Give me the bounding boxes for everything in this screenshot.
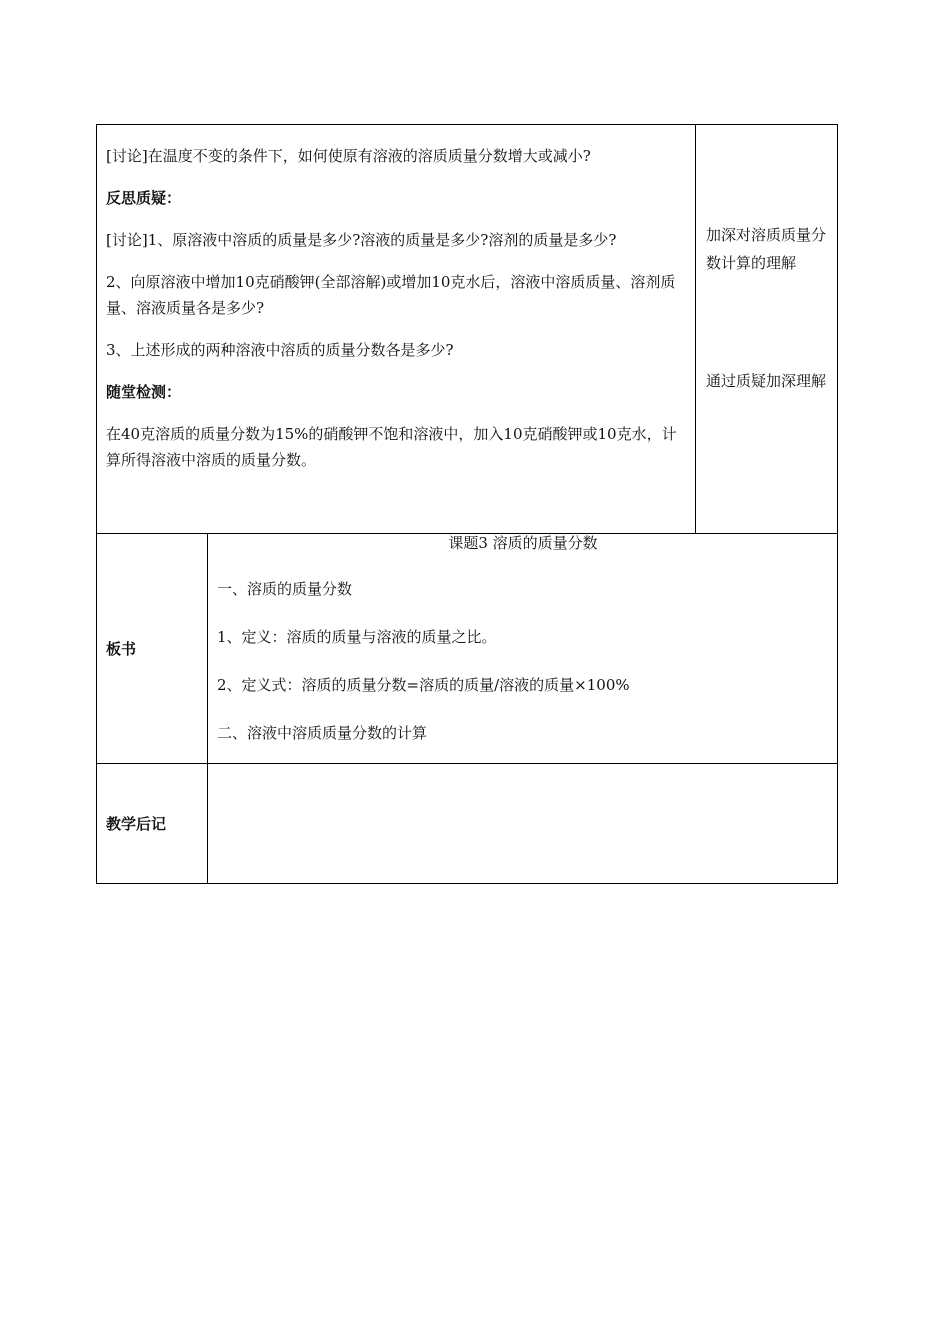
postscript-label-cell xyxy=(97,764,208,884)
postscript-row xyxy=(97,764,838,884)
side-notes-cell xyxy=(696,125,838,534)
discussion-question-1: [讨论]在温度不变的条件下，如何使原有溶液的溶质质量分数增大或减小? xyxy=(106,147,591,165)
side-note-1: 加深对溶质质量分数计算的理解 xyxy=(706,226,827,272)
check-heading: 随堂检测： xyxy=(106,383,182,401)
board-row xyxy=(97,534,838,764)
discussion-question-3: 2、向原溶液中增加10克硝酸钾(全部溶解)或增加10克水后，溶液中溶质质量、溶剂质量、溶液质量各是多少? xyxy=(106,273,676,317)
board-label-cell xyxy=(97,534,208,764)
board-line-1: 一、溶质的质量分数 xyxy=(217,580,353,598)
board-line-2: 1、定义：溶质的质量与溶液的质量之比。 xyxy=(217,628,497,646)
lesson-plan-sheet xyxy=(96,124,837,884)
board-line-3: 2、定义式：溶质的质量分数=溶质的质量/溶液的质量×100% xyxy=(217,676,630,694)
discussion-question-4: 3、上述形成的两种溶液中溶质的质量分数各是多少? xyxy=(106,341,454,359)
board-content-cell xyxy=(208,534,838,764)
discussion-cell xyxy=(97,125,696,534)
reflect-heading: 反思质疑： xyxy=(106,189,182,207)
discussion-row xyxy=(97,125,838,534)
board-title: 课题3 溶质的质量分数 xyxy=(448,534,598,552)
board-label: 板书 xyxy=(106,640,137,658)
postscript-label: 教学后记 xyxy=(106,815,167,833)
check-text: 在40克溶质的质量分数为15%的硝酸钾不饱和溶液中，加入10克硝酸钾或10克水，计算所得溶液中溶质的质量分数。 xyxy=(106,425,677,469)
lesson-plan-table xyxy=(96,124,838,884)
board-line-4: 二、溶液中溶质质量分数的计算 xyxy=(217,724,428,742)
side-note-2: 通过质疑加深理解 xyxy=(706,372,827,390)
postscript-content-cell xyxy=(208,764,838,884)
discussion-question-2: [讨论]1、原溶液中溶质的质量是多少?溶液的质量是多少?溶剂的质量是多少? xyxy=(106,231,617,249)
